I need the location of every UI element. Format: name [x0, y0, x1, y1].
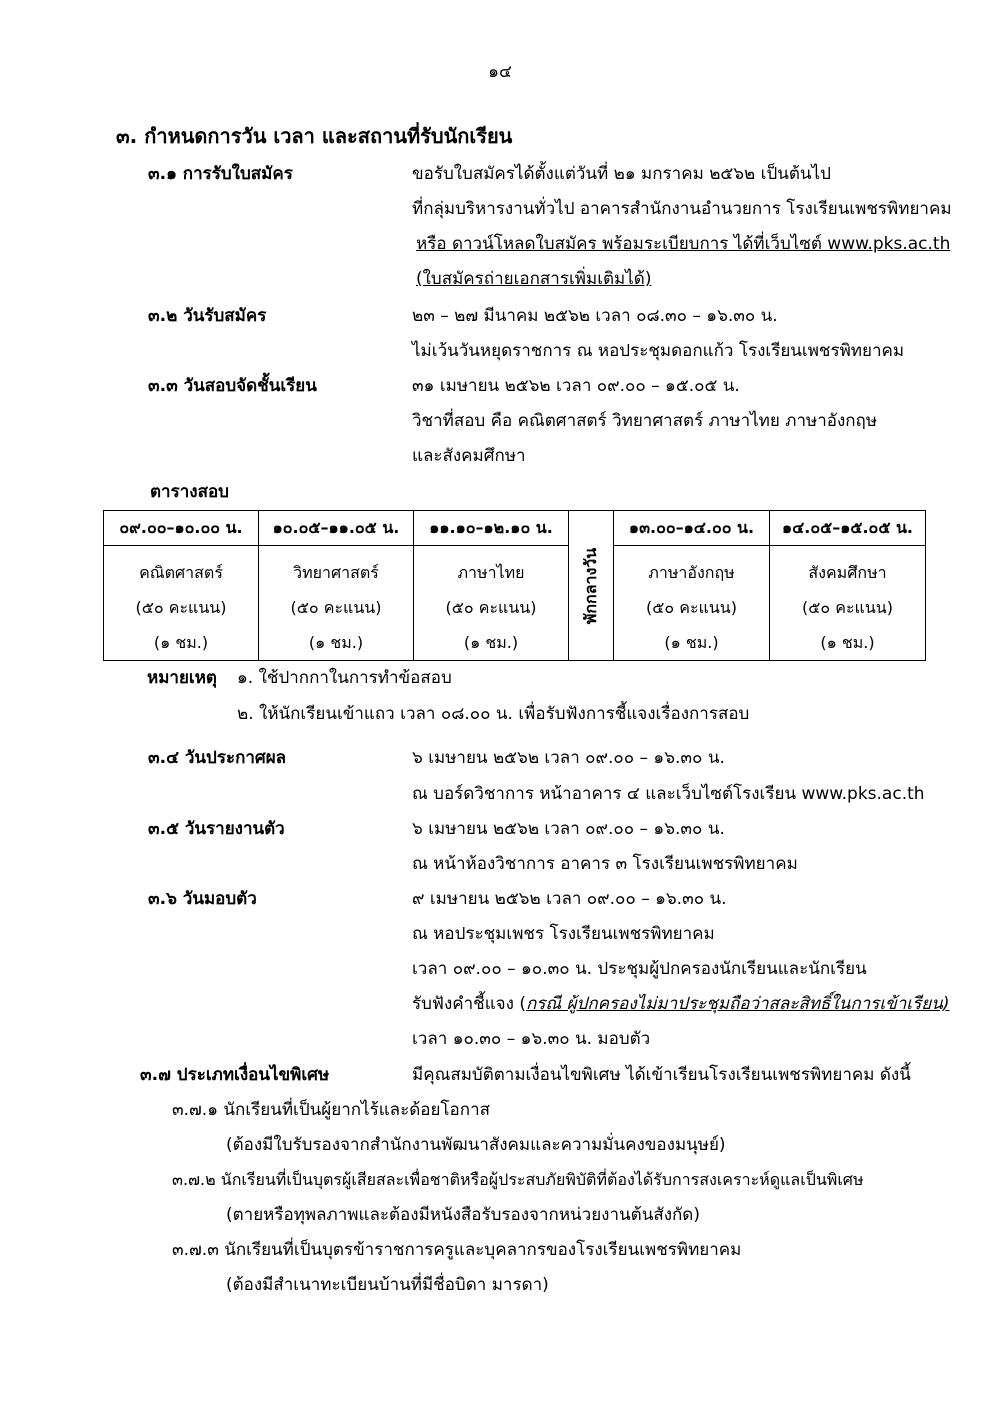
item-text-line: ๒๓ – ๒๗ มีนาคม ๒๕๖๒ เวลา ๐๘.๓๐ – ๑๖.๓๐ น. — [412, 306, 778, 326]
subject-score: (๕๐ คะแนน) — [802, 598, 893, 617]
lunch-break-label: พักกลางวัน — [581, 547, 600, 624]
table-row — [104, 546, 926, 661]
item-text-line: ณ หอประชุมเพชร โรงเรียนเพชรพิทยาคม — [412, 924, 715, 944]
subject-duration: (๑ ชม.) — [153, 633, 209, 652]
item-text-line: ณ หน้าห้องวิชาการ อาคาร ๓ โรงเรียนเพชรพิทยาคม — [412, 854, 798, 874]
special-condition-detail: (ตายหรือทุพลภาพและต้องมีหนังสือรับรองจากหน่วยงานต้นสังกัด) — [226, 1205, 700, 1225]
subject-duration: (๑ ชม.) — [820, 633, 875, 652]
item-text-line: ที่กลุ่มบริหารงานทั่วไป อาคารสำนักงานอำนวยการ โรงเรียนเพชรพิทยาคม — [412, 199, 952, 219]
special-condition-detail: (ต้องมีสำเนาทะเบียนบ้านที่มีชื่อบิดา มารดา) — [226, 1275, 549, 1295]
special-condition-item: ๓.๗.๓ นักเรียนที่เป็นบุตรข้าราชการครูและบุคลากรของโรงเรียนเพชรพิทยาคม — [172, 1240, 742, 1260]
note-item: ๒. ให้นักเรียนเข้าแถว เวลา ๐๘.๐๐ น. เพื่อรับฟังการชี้แจงเรื่องการสอบ — [237, 704, 750, 724]
table-header-row — [104, 511, 926, 546]
subject-duration: (๑ ชม.) — [308, 633, 364, 652]
subject-duration: (๑ ชม.) — [463, 633, 519, 652]
exam-time-cell: ๑๔.๐๕–๑๕.๐๕ น. — [770, 511, 926, 546]
item-text-line: ๙ เมษายน ๒๕๖๒ เวลา ๐๙.๐๐ – ๑๖.๓๐ น. — [412, 889, 727, 909]
item-text-line: วิชาที่สอบ คือ คณิตศาสตร์ วิทยาศาสตร์ ภาษาไทย ภาษาอังกฤษ — [412, 411, 878, 431]
exam-time-cell: ๑๑.๑๐–๑๒.๑๐ น. — [414, 511, 569, 546]
exam-schedule-title: ตารางสอบ — [150, 482, 229, 502]
special-condition-item: ๓.๗.๑ นักเรียนที่เป็นผู้ยากไร้และด้อยโอกาส — [172, 1100, 490, 1120]
subject-score: (๕๐ คะแนน) — [135, 598, 227, 617]
lunch-break-cell — [569, 511, 614, 661]
subject-score: (๕๐ คะแนน) — [290, 598, 382, 617]
item-text-line: เวลา ๑๐.๓๐ – ๑๖.๓๐ น. มอบตัว — [412, 1029, 651, 1049]
notes-label: หมายเหตุ — [147, 668, 217, 688]
note-item: ๑. ใช้ปากกาในการทำข้อสอบ — [237, 668, 452, 688]
item-label-special-conditions: ๓.๗ ประเภทเงื่อนไขพิเศษ — [140, 1065, 330, 1085]
item-text-line — [412, 996, 949, 1013]
subject-name: ภาษาไทย — [457, 563, 525, 582]
instruction-prefix: รับฟังคำชี้แจง ( — [412, 994, 526, 1014]
item-text-line: เวลา ๐๙.๐๐ – ๑๐.๓๐ น. ประชุมผู้ปกครองนักเรียนและนักเรียน — [412, 959, 867, 979]
subject-name: ภาษาอังกฤษ — [648, 563, 735, 582]
section-title: ๓. กำหนดการวัน เวลา และสถานที่รับนักเรียน — [116, 124, 513, 148]
exam-subject-cell — [414, 546, 569, 661]
special-condition-detail: (ต้องมีใบรับรองจากสำนักงานพัฒนาสังคมและความมั่นคงของมนุษย์) — [226, 1135, 726, 1155]
item-label-application-form: ๓.๑ การรับใบสมัคร — [148, 164, 293, 184]
item-text-line: ไม่เว้นวันหยุดราชการ ณ หอประชุมดอกแก้ว โรงเรียนเพชรพิทยาคม — [412, 341, 905, 361]
exam-subject-cell — [104, 546, 259, 661]
item-text-line: ณ บอร์ดวิชาการ หน้าอาคาร ๔ และเว็บไซต์โรงเรียน www.pks.ac.th — [412, 784, 925, 804]
item-text-line: และสังคมศึกษา — [412, 446, 526, 466]
item-text-line: มีคุณสมบัติตามเงื่อนไขพิเศษ ได้เข้าเรียนโรงเรียนเพชรพิทยาคม ดังนี้ — [412, 1065, 911, 1085]
exam-subject-cell — [770, 546, 926, 661]
download-notice: หรือ ดาวน์โหลดใบสมัคร พร้อมระเบียบการ ได้ที่เว็บไซต์ www.pks.ac.th — [416, 234, 951, 254]
item-label-enrollment-date: ๓.๖ วันมอบตัว — [148, 889, 257, 909]
subject-score: (๕๐ คะแนน) — [646, 598, 737, 617]
exam-schedule-table — [103, 510, 926, 661]
item-label-exam-date: ๓.๓ วันสอบจัดชั้นเรียน — [148, 376, 317, 396]
exam-subject-cell — [259, 546, 414, 661]
forfeit-warning: กรณี ผู้ปกครองไม่มาประชุมถือว่าสละสิทธิ์ในการเข้าเรียน) — [525, 994, 950, 1014]
special-condition-item: ๓.๗.๒ นักเรียนที่เป็นบุตรผู้เสียสละเพื่อชาติหรือผู้ประสบภัยพิบัติที่ต้องได้รับการสงเคราะห์ดูแลเป็นพิเศษ — [172, 1170, 864, 1189]
item-text-line: ๓๑ เมษายน ๒๕๖๒ เวลา ๐๙.๐๐ – ๑๕.๐๕ น. — [412, 376, 740, 396]
exam-time-cell: ๑๓.๐๐–๑๔.๐๐ น. — [614, 511, 770, 546]
item-text-line: ๖ เมษายน ๒๕๖๒ เวลา ๐๙.๐๐ – ๑๖.๓๐ น. — [412, 748, 725, 768]
subject-name: คณิตศาสตร์ — [139, 563, 223, 582]
copy-notice: (ใบสมัครถ่ายเอกสารเพิ่มเติมได้) — [416, 269, 652, 289]
item-text-line: ๖ เมษายน ๒๕๖๒ เวลา ๐๙.๐๐ – ๑๖.๓๐ น. — [412, 819, 725, 839]
subject-name: สังคมศึกษา — [808, 563, 887, 582]
subject-duration: (๑ ชม.) — [664, 633, 719, 652]
page-number: ๑๔ — [488, 62, 512, 82]
item-label-results-date: ๓.๔ วันประกาศผล — [148, 748, 287, 768]
exam-time-cell: ๑๐.๐๕–๑๑.๐๕ น. — [259, 511, 414, 546]
item-label-report-date: ๓.๕ วันรายงานตัว — [148, 819, 285, 839]
subject-score: (๕๐ คะแนน) — [445, 598, 537, 617]
subject-name: วิทยาศาสตร์ — [293, 563, 379, 582]
item-text-line: ขอรับใบสมัครได้ตั้งแต่วันที่ ๒๑ มกราคม ๒๕๖๒ เป็นต้นไป — [412, 164, 831, 184]
exam-time-cell: ๐๙.๐๐–๑๐.๐๐ น. — [104, 511, 259, 546]
item-label-registration-date: ๓.๒ วันรับสมัคร — [148, 306, 267, 326]
exam-subject-cell — [614, 546, 770, 661]
